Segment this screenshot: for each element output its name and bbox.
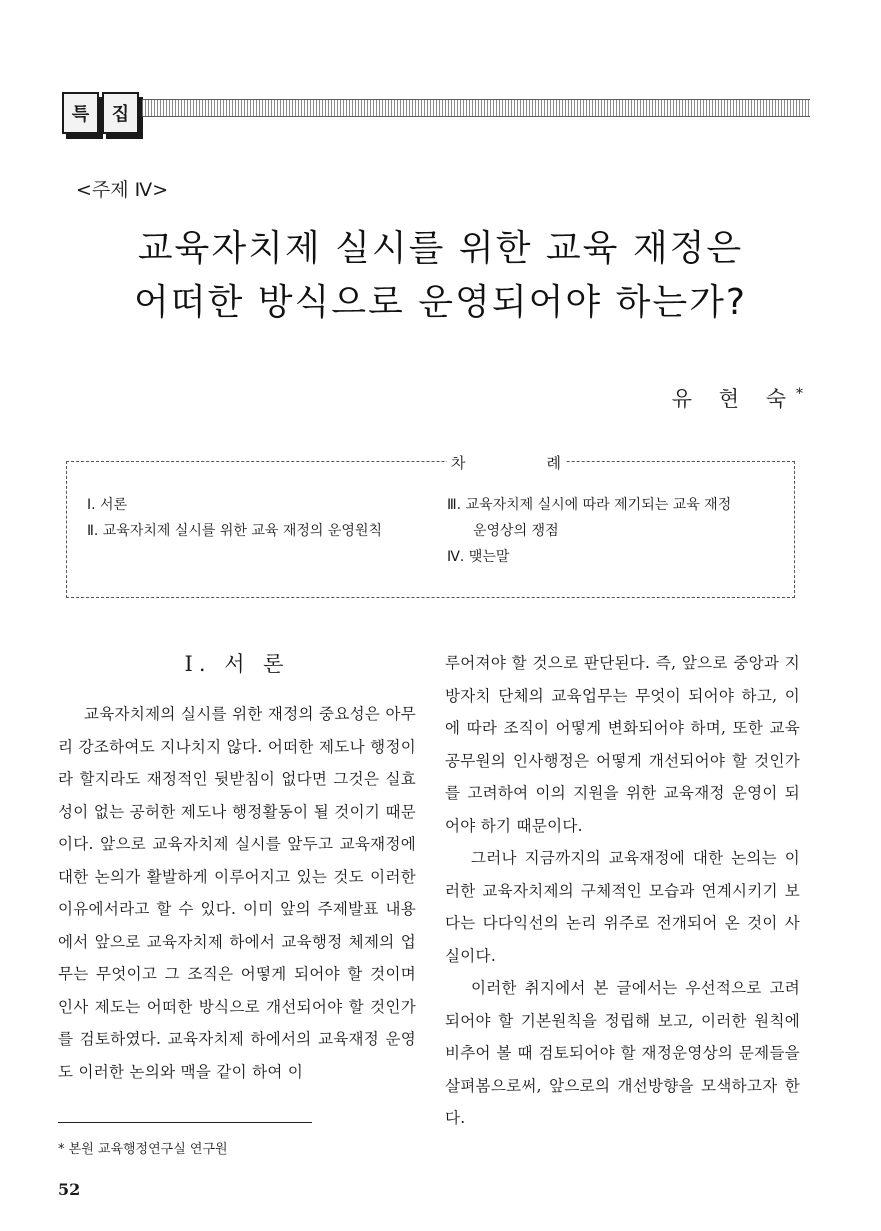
page-number: 52 <box>58 1180 81 1199</box>
toc-item: Ⅱ. 교육자치제 실시를 위한 교육 재정의 운영원칙 <box>87 523 382 539</box>
body-paragraph: 그러나 지금까지의 교육재정에 대한 논의는 이러한 교육자치제의 구체적인 모습과 연계시키기 보다는 다다익선의 논리 위주로 전개되어 온 것이 사실이다. <box>445 849 800 965</box>
toc-heading <box>447 452 565 472</box>
toc-left-column <box>87 492 382 544</box>
body-paragraph: 루어져야 할 것으로 판단된다. 즉, 앞으로 중앙과 지방자치 단체의 교육업무는 무엇이 되어야 하고, 이에 따라 조직이 어떻게 변화되어야 하며, 또한 교육공무원의 인사행정은 어떻게 개선되어야 할 것인가를 고려하여 이의 지원을 위한 교육재정 운영이 되어야 하기 때문이다. <box>445 654 800 835</box>
header-pattern-bar <box>142 99 810 117</box>
body-column-right <box>445 647 800 1135</box>
author-name: 유 현 숙 <box>671 387 796 411</box>
author-footnote-mark: * <box>796 386 803 402</box>
toc-item: Ⅲ. 교육자치제 실시에 따라 제기되는 교육 재정 <box>447 497 732 513</box>
author-byline <box>672 383 803 413</box>
toc-right-column <box>447 492 787 570</box>
title-line-1: 교육자치제 실시를 위한 교육 재정은 <box>137 228 744 269</box>
toc-heading-char-1: 차 <box>451 454 466 472</box>
title-line-2: 어떠한 방식으로 운영되어야 하는가? <box>133 282 748 323</box>
toc-item: Ⅳ. 맺는말 <box>447 549 510 565</box>
body-paragraph: 이러한 취지에서 본 글에서는 우선적으로 고려되어야 할 기본원칙을 정립해 보고, 이러한 원칙에 비추어 볼 때 검토되어야 할 재정운영상의 문제들을 살펴봄으로써, 앞으로의 개선방향을 모색하고자 한다. <box>445 979 800 1127</box>
section-badge <box>62 92 139 140</box>
toc-heading-char-2: 례 <box>546 454 561 472</box>
body-column-left <box>58 698 416 1088</box>
toc-item: Ⅰ. 서론 <box>87 497 128 513</box>
body-paragraph: 교육자치제의 실시를 위한 재정의 중요성은 아무리 강조하여도 지나치지 않다. 어떠한 제도나 행정이라 할지라도 재정적인 뒷받침이 없다면 그것은 실효성이 없는 공허한 제도나 행정활동이 될 것이기 때문이다. 앞으로 교육자치제 실시를 앞두고 교육재정에 대한 논의가 활발하게 이루어지고 있는 것도 이러한 이유에서라고 할 수 있다. 이미 앞의 주제발표 내용에서 앞으로 교육자치제 하에서 교육행정 체제의 업무는 무엇이고 그 조직은 어떻게 되어야 할 것이며 인사 제도는 어떠한 방식으로 개선되어야 할 것인가를 검토하였다. 교육자치제 하에서의 교육재정 운영도 이러한 논의와 맥을 같이 하여 이 <box>58 705 416 1081</box>
badge-char-collection: 집 <box>102 92 139 134</box>
footnote: * 본원 교육행정연구실 연구원 <box>58 1142 228 1157</box>
footnote-divider <box>58 1122 312 1123</box>
table-of-contents <box>66 454 795 598</box>
section-heading: Ⅰ. 서 론 <box>184 652 290 676</box>
badge-char-special: 특 <box>62 92 99 134</box>
topic-label: <주제 Ⅳ> <box>76 179 169 201</box>
toc-item-continued: 운영상의 쟁점 <box>473 523 559 539</box>
article-title <box>0 222 881 330</box>
